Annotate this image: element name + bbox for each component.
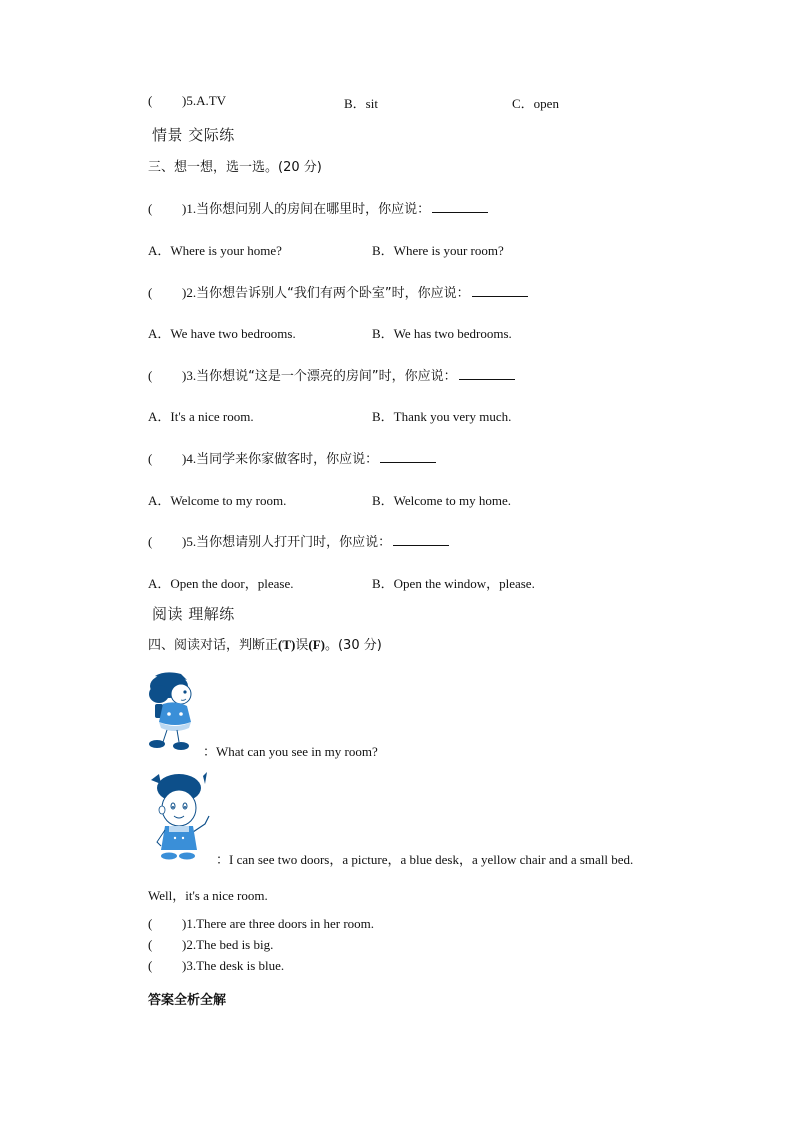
section-title-situation: 情景 交际练	[152, 126, 235, 144]
answer-paren[interactable]: (	[148, 958, 153, 973]
tf-statement: ( )1.There are three doors in her room.	[148, 916, 375, 931]
answers-heading: 答案全析全解	[148, 993, 227, 1008]
option-a: A．It's a nice room.	[148, 409, 254, 424]
option-a: A．We have two bedrooms.	[148, 326, 296, 341]
option-b: B．Where is your room?	[372, 243, 504, 258]
answer-paren[interactable]: (	[148, 451, 153, 466]
dialogue-line: ：I can see two doors，a picture，a blue desk，a yellow chair and a small bed.	[216, 852, 634, 867]
option-b: B．Open the window，please.	[372, 576, 535, 591]
option-c: C．open	[512, 96, 559, 111]
answer-blank	[472, 284, 528, 297]
answer-blank	[459, 367, 515, 380]
question-row: ( )5.A.TV	[148, 93, 227, 108]
question-row: ( )1.当你想问别人的房间在哪里时，你应说：	[148, 198, 488, 217]
answer-paren[interactable]: (	[148, 937, 153, 952]
part4-heading: 四、阅读对话，判断正(T)误(F)。(30 分)	[148, 637, 382, 653]
dialogue-closing: Well，it's a nice room.	[148, 888, 268, 903]
answer-paren[interactable]: (	[148, 534, 153, 549]
answer-blank	[432, 200, 488, 213]
answer-paren[interactable]: (	[148, 916, 153, 931]
question-row: ( )5.当你想请别人打开门时，你应说：	[148, 531, 449, 550]
question-row: ( )4.当同学来你家做客时，你应说：	[148, 448, 436, 467]
option-a: A．Open the door，please.	[148, 576, 294, 591]
answer-blank	[393, 533, 449, 546]
option-b: B．sit	[344, 96, 378, 111]
option-a: A．Where is your home?	[148, 243, 282, 258]
girl-character-1-icon	[145, 670, 201, 752]
section-title-reading: 阅读 理解练	[152, 605, 235, 623]
tf-statement: ( )3.The desk is blue.	[148, 958, 285, 973]
dialogue-line: ：What can you see in my room?	[203, 744, 378, 759]
option-b: B．Welcome to my home.	[372, 493, 512, 508]
question-row: ( )3.当你想说“这是一个漂亮的房间”时，你应说：	[148, 365, 515, 384]
question-row: ( )2.当你想告诉别人“我们有两个卧室”时，你应说：	[148, 282, 528, 301]
girl-character-2-icon	[147, 770, 213, 862]
option-b: B．Thank you very much.	[372, 409, 512, 424]
answer-blank	[380, 450, 436, 463]
answer-paren[interactable]: (	[148, 93, 153, 108]
answer-paren[interactable]: (	[148, 285, 153, 300]
option-a: A．Welcome to my room.	[148, 493, 287, 508]
answer-paren[interactable]: (	[148, 368, 153, 383]
tf-statement: ( )2.The bed is big.	[148, 937, 274, 952]
part3-heading: 三、想一想，选一选。(20 分)	[148, 160, 322, 175]
option-b: B．We has two bedrooms.	[372, 326, 512, 341]
answer-paren[interactable]: (	[148, 201, 153, 216]
option-a: A.TV	[196, 93, 227, 108]
